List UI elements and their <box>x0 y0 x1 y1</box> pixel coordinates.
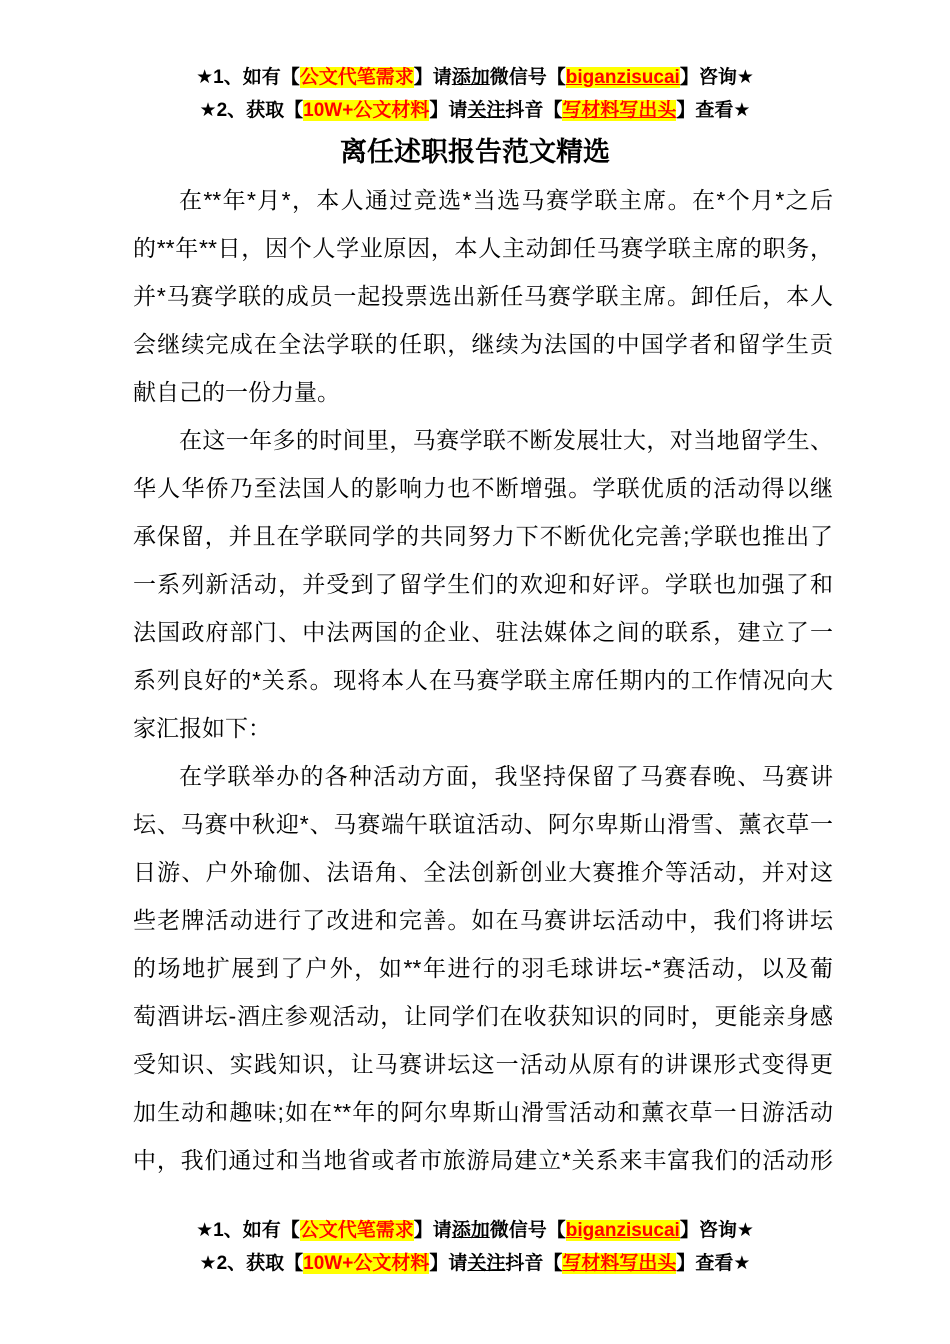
body-line: 并*马赛学联的成员一起投票选出新任马赛学联主席。卸任后，本人 <box>133 283 833 309</box>
body-line: 加生动和趣味;如在**年的阿尔卑斯山滑雪活动和薰衣草一日游活动 <box>133 1099 833 1125</box>
highlighted-service-text: 公文代笔需求 <box>299 1220 414 1241</box>
promo-footer-line1 <box>0 1214 950 1247</box>
body-line: 受知识、实践知识，让马赛讲坛这一活动从原有的讲课形式变得更 <box>133 1051 833 1077</box>
body-line: 些老牌活动进行了改进和完善。如在马赛讲坛活动中，我们将讲坛 <box>133 907 833 933</box>
body-line: 一系列新活动，并受到了留学生们的欢迎和好评。学联也加强了和 <box>133 571 833 597</box>
body-line: 萄酒讲坛-酒庄参观活动，让同学们在收获知识的同时，更能亲身感 <box>133 1003 833 1029</box>
document-title: 离任述职报告范文精选 <box>340 137 610 167</box>
body-line: 会继续完成在全法学联的任职，继续为法国的中国学者和留学生贡 <box>133 331 833 357</box>
promo-text: 抖音【 <box>505 1253 563 1274</box>
promo-text: ★1、如有【 <box>196 1220 300 1241</box>
promo-header-line2 <box>0 94 950 127</box>
douyin-account-text: 写材料写出头 <box>562 1253 677 1274</box>
document-body <box>133 176 833 1184</box>
promo-text: 】查看★ <box>676 1253 751 1274</box>
promo-footer-line2 <box>0 1247 950 1280</box>
wechat-id-text: biganzisucai <box>565 1220 680 1241</box>
highlighted-service-text: 公文代笔需求 <box>299 67 414 88</box>
body-line: 的场地扩展到了户外，如**年进行的羽毛球讲坛-*赛活动，以及葡 <box>133 955 833 981</box>
paragraph <box>133 752 833 1184</box>
promo-text: ★1、如有【 <box>196 67 300 88</box>
body-line: 法国政府部门、中法两国的企业、驻法媒体之间的联系，建立了一 <box>133 619 833 645</box>
promo-text: ★2、获取【 <box>199 100 304 121</box>
promo-text: 】请 <box>429 100 468 121</box>
body-line: 在**年*月*，本人通过竞选*当选马赛学联主席。在*个月*之后 <box>179 187 833 213</box>
promo-text: 微信号【 <box>489 1220 566 1241</box>
promo-header <box>0 0 950 127</box>
body-line: 在学联举办的各种活动方面，我坚持保留了马赛春晚、马赛讲 <box>179 763 833 789</box>
promo-footer <box>0 1214 950 1280</box>
promo-text: 】请 <box>413 1220 452 1241</box>
paragraph <box>133 416 833 752</box>
body-line: 日游、户外瑜伽、法语角、全法创新创业大赛推介等活动，并对这 <box>133 859 833 885</box>
underlined-add-text: 添加 <box>451 1220 490 1241</box>
promo-text: 】咨询★ <box>679 1220 754 1241</box>
promo-text: 】请 <box>429 1253 468 1274</box>
promo-text: 】咨询★ <box>679 67 754 88</box>
body-line: 坛、马赛中秋迎*、马赛端午联谊活动、阿尔卑斯山滑雪、薰衣草一 <box>133 811 833 837</box>
body-line: 献自己的一份力量。 <box>133 379 340 405</box>
douyin-account-text: 写材料写出头 <box>562 100 677 121</box>
highlighted-material-text: 10W+公文材料 <box>303 100 430 121</box>
body-line: 的**年**日，因个人学业原因，本人主动卸任马赛学联主席的职务， <box>133 235 833 261</box>
highlighted-material-text: 10W+公文材料 <box>303 1253 430 1274</box>
underlined-add-text: 添加 <box>451 67 490 88</box>
promo-text: 】请 <box>413 67 452 88</box>
promo-text: 】查看★ <box>676 100 751 121</box>
body-line: 系列良好的*关系。现将本人在马赛学联主席任期内的工作情况向大 <box>133 667 833 693</box>
wechat-id-text: biganzisucai <box>565 67 680 88</box>
promo-text: 抖音【 <box>505 100 563 121</box>
promo-text: ★2、获取【 <box>199 1253 304 1274</box>
body-line: 在这一年多的时间里，马赛学联不断发展壮大，对当地留学生、 <box>179 427 833 453</box>
body-line: 中，我们通过和当地省或者市旅游局建立*关系来丰富我们的活动形 <box>133 1147 833 1173</box>
paragraph <box>133 176 833 416</box>
promo-text: 微信号【 <box>489 67 566 88</box>
body-line: 承保留，并且在学联同学的共同努力下不断优化完善;学联也推出了 <box>133 523 833 549</box>
body-line: 家汇报如下： <box>133 715 271 741</box>
body-line: 华人华侨乃至法国人的影响力也不断增强。学联优质的活动得以继 <box>133 475 833 501</box>
underlined-follow-text: 关注 <box>467 1253 506 1274</box>
underlined-follow-text: 关注 <box>467 100 506 121</box>
promo-header-line1 <box>0 61 950 94</box>
